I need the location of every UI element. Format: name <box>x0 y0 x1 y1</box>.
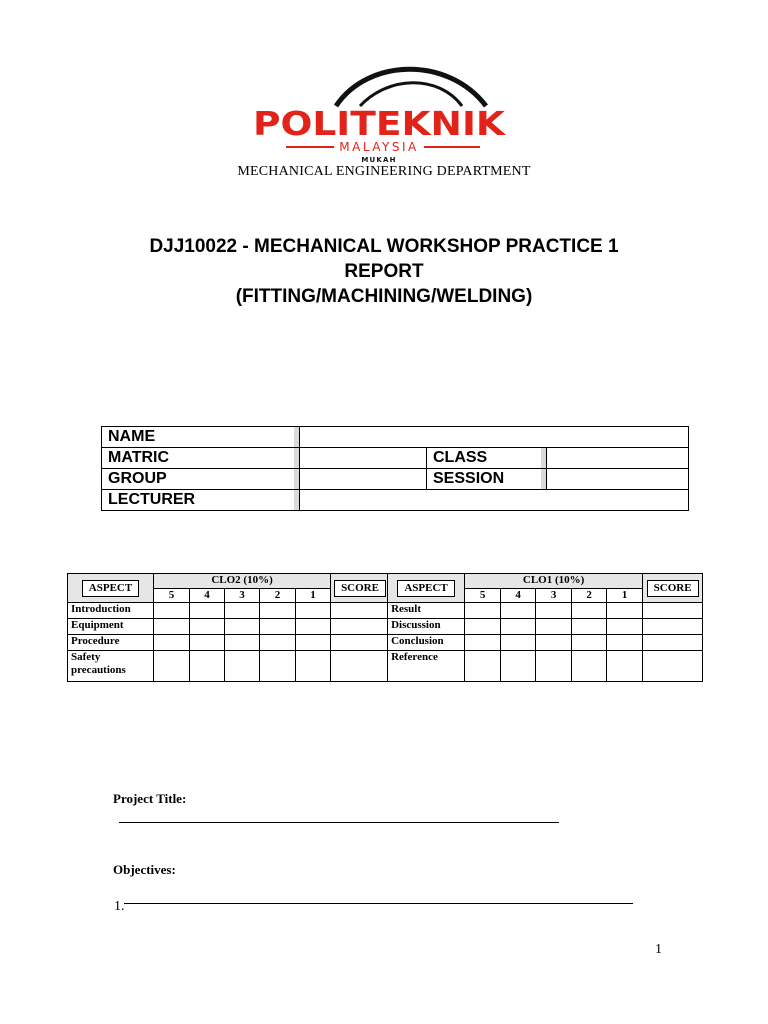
aspect-result: Result <box>388 603 465 619</box>
project-title-label: Project Title: <box>113 791 187 806</box>
student-info-table <box>101 426 689 511</box>
lecturer-field[interactable] <box>300 490 689 511</box>
session-label: SESSION <box>427 469 542 490</box>
title-line-1: DJJ10022 - MECHANICAL WORKSHOP PRACTICE 1 <box>149 236 619 257</box>
logo-campus-text: MUKAH <box>361 156 397 164</box>
left-aspect-header: ASPECT <box>68 574 154 603</box>
document-title <box>0 234 768 309</box>
right-score-header: SCORE <box>643 574 703 603</box>
scale-3: 3 <box>225 589 260 603</box>
left-score-header: SCORE <box>331 574 388 603</box>
aspect-discussion: Discussion <box>388 619 465 635</box>
title-line-3: (FITTING/MACHINING/WELDING) <box>235 286 533 307</box>
objective-number: 1. <box>114 899 125 914</box>
right-clo-header: CLO1 (10%) <box>465 574 643 589</box>
session-field[interactable] <box>547 469 689 490</box>
lecturer-label: LECTURER <box>102 490 295 511</box>
left-clo-header: CLO2 (10%) <box>154 574 331 589</box>
scale-1: 1 <box>296 589 331 603</box>
class-label: CLASS <box>427 448 542 469</box>
rubric-row <box>68 619 703 635</box>
scale-4: 4 <box>501 589 536 603</box>
aspect-procedure: Procedure <box>68 635 154 651</box>
scale-5: 5 <box>465 589 501 603</box>
department-heading: MECHANICAL ENGINEERING DEPARTMENT <box>237 164 531 179</box>
logo-country-text: MALAYSIA <box>339 140 419 154</box>
matric-label: MATRIC <box>102 448 295 469</box>
name-field[interactable] <box>300 427 689 448</box>
rubric-row <box>68 635 703 651</box>
scale-4: 4 <box>190 589 225 603</box>
scale-3: 3 <box>536 589 572 603</box>
objectives-label: Objectives: <box>113 862 176 877</box>
aspect-equipment: Equipment <box>68 619 154 635</box>
aspect-safety-precautions: Safety precautions <box>68 651 154 682</box>
class-field[interactable] <box>547 448 689 469</box>
logo-arc <box>336 69 486 106</box>
title-line-2: REPORT <box>344 261 424 282</box>
group-field[interactable] <box>300 469 427 490</box>
scale-2: 2 <box>572 589 607 603</box>
scale-2: 2 <box>260 589 296 603</box>
scale-1: 1 <box>607 589 643 603</box>
aspect-reference: Reference <box>388 651 465 682</box>
rubric-row <box>68 651 703 682</box>
matric-field[interactable] <box>300 448 427 469</box>
right-aspect-header: ASPECT <box>388 574 465 603</box>
logo-brand-text: POLITEKNIK <box>253 104 507 143</box>
project-title-line[interactable] <box>119 822 559 823</box>
name-label: NAME <box>102 427 295 448</box>
aspect-conclusion: Conclusion <box>388 635 465 651</box>
group-label: GROUP <box>102 469 295 490</box>
politeknik-logo <box>248 62 510 172</box>
aspect-introduction: Introduction <box>68 603 154 619</box>
scale-5: 5 <box>154 589 190 603</box>
score-rubric-table <box>67 573 703 682</box>
objective-line-1[interactable] <box>124 903 633 904</box>
page-number: 1 <box>655 942 662 957</box>
logo-arc-inner <box>360 83 462 106</box>
rubric-row <box>68 603 703 619</box>
